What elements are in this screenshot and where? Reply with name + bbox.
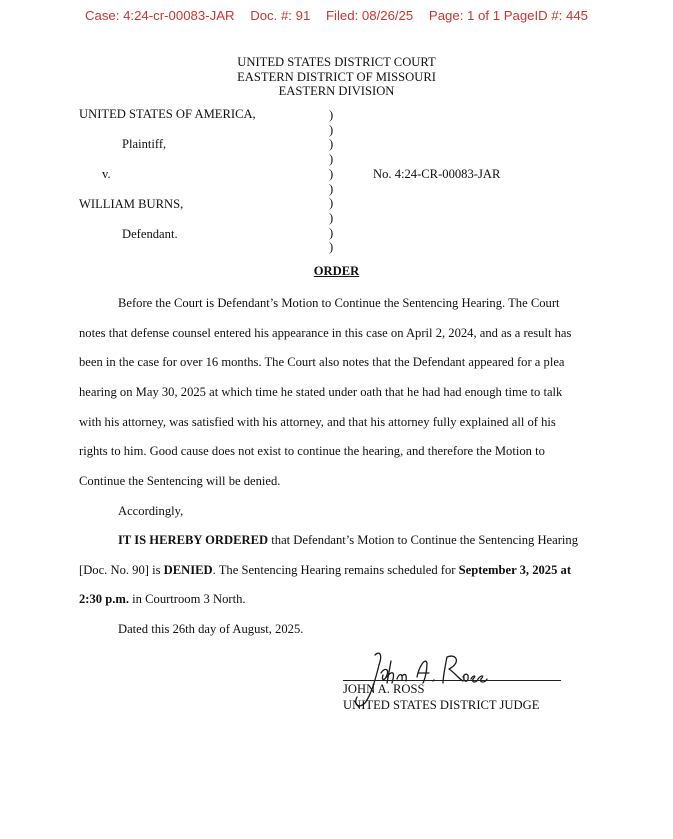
ecf-header-stamp — [0, 8, 673, 23]
paragraph-line: with his attorney, was satisfied with his attorney, and that his attorney fully explained all of his — [79, 414, 556, 429]
court-district: EASTERN DISTRICT OF MISSOURI — [237, 69, 436, 84]
defendant-name: WILLIAM BURNS, — [79, 197, 184, 211]
order-line-3 — [79, 585, 589, 615]
versus-label: v. — [102, 167, 111, 181]
order-text-3: in Courtroom 3 North. — [129, 592, 246, 607]
judge-title: UNITED STATES DISTRICT JUDGE — [343, 698, 540, 712]
paragraph-line: been in the case for over 16 months. The Court also notes that the Defendant appeared for a plea — [79, 355, 565, 370]
ordered-phrase: IT IS HEREBY ORDERED — [118, 533, 269, 547]
paragraph-order — [79, 526, 589, 615]
paragraph-line: rights to him. Good cause does not exist to continue the hearing, and therefore the Motion to — [79, 444, 545, 459]
order-text-1: that Defendant’s Motion to Continue the Sentencing Hearing — [268, 533, 579, 547]
case-number-stamp: Case: 4:24-cr-00083-JAR — [84, 8, 235, 23]
judge-name: JOHN A. ROSS — [343, 682, 425, 696]
paragraph-line: Before the Court is Defendant’s Motion to Continue the Sentencing Hearing. The Court — [118, 296, 560, 310]
court-heading — [0, 55, 673, 99]
caption-parentheses: ) ) ) ) ) ) ) ) ) ) — [329, 108, 334, 255]
accordingly-text: Accordingly, — [118, 504, 184, 518]
paragraph-line: notes that defense counsel entered his appearance in this case on April 2, 2024, and as a result has — [79, 325, 572, 340]
paragraph-findings — [79, 289, 589, 497]
court-division: EASTERN DIVISION — [278, 84, 395, 98]
order-line-2 — [79, 556, 589, 586]
page-id-stamp: Page: 1 of 1 PageID #: 445 — [428, 8, 589, 23]
hearing-date: September 3, 2025 at — [458, 562, 572, 577]
signature-block — [343, 681, 539, 713]
plaintiff-name: UNITED STATES OF AMERICA, — [79, 107, 256, 121]
hearing-time: 2:30 p.m. — [79, 592, 130, 607]
paragraph-line: hearing on May 30, 2025 at which time he stated under oath that he had had enough time to talk — [79, 385, 563, 400]
filed-date-stamp: Filed: 08/26/25 — [325, 8, 414, 23]
defendant-role: Defendant. — [122, 227, 178, 241]
court-name: UNITED STATES DISTRICT COURT — [237, 55, 436, 69]
order-title: ORDER — [313, 264, 360, 278]
order-text-2b: . The Sentencing Hearing remains scheduled for — [212, 562, 459, 577]
plaintiff-role: Plaintiff, — [122, 137, 167, 151]
paragraph-line: Continue the Sentencing will be denied. — [79, 474, 281, 489]
order-text-2a: [Doc. No. 90] is — [79, 562, 164, 577]
doc-number-stamp: Doc. #: 91 — [250, 8, 311, 23]
paragraph-accordingly — [79, 497, 589, 527]
dated-text: Dated this 26th day of August, 2025. — [118, 622, 304, 636]
order-line-1 — [79, 526, 589, 556]
case-number: No. 4:24-CR-00083-JAR — [373, 167, 501, 181]
paragraph-dated — [79, 615, 589, 645]
denied-word: DENIED — [163, 562, 213, 577]
